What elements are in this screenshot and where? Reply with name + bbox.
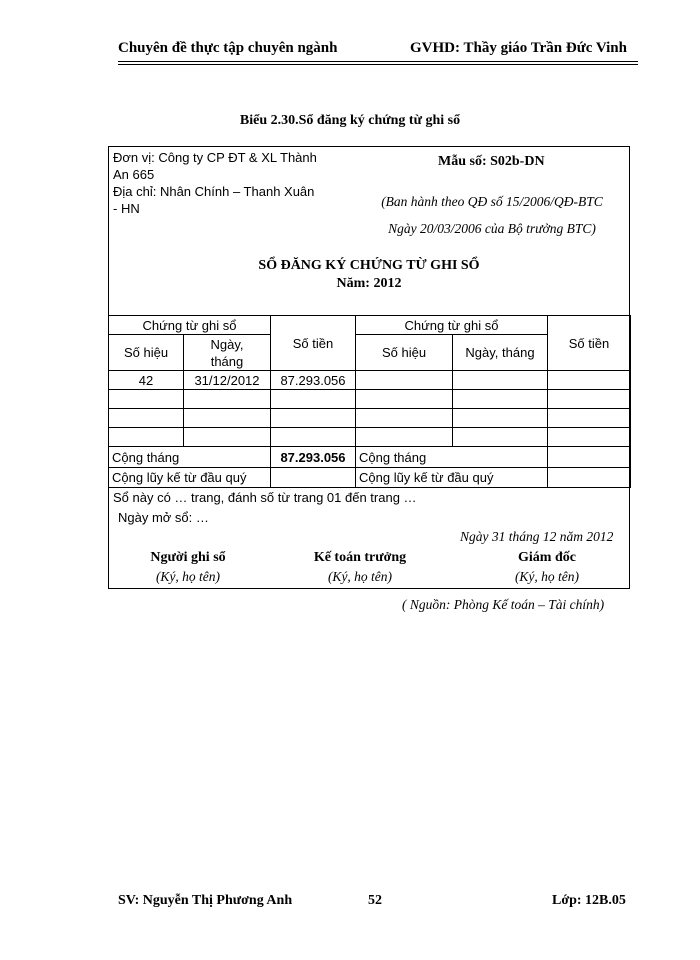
unit-address-line-1: Địa chỉ: Nhân Chính – Thanh Xuân [113,184,315,199]
cell-empty [184,390,271,409]
header-right: GVHD: Thầy giáo Trần Đức Vinh [410,40,627,56]
recorder-role: Người ghi sổ [150,550,226,565]
register-table [108,315,631,488]
accountant-role: Kế toán trưởng [313,550,407,565]
document-year: Năm: 2012 [336,276,402,291]
cell-empty [548,468,631,488]
source-note: ( Nguồn: Phòng Kế toán – Tài chính) [402,597,605,612]
total-label: Cộng tháng [109,447,271,468]
cell-empty [271,428,356,447]
cell-empty [453,390,548,409]
signature-director [467,548,627,586]
total-label-right: Cộng tháng [356,447,548,468]
opened-note: Ngày mở sổ: … [118,510,209,525]
group-header-right: Chứng từ ghi sổ [356,316,548,335]
col-header-ngay-line-2: tháng [210,353,244,369]
signature-recorder [108,548,268,586]
total-value: 87.293.056 [271,447,356,468]
cell-empty [184,409,271,428]
table-header-row-1 [109,316,631,335]
cell-empty [453,371,548,390]
cell-empty [548,371,631,390]
cell-empty [453,428,548,447]
cell-empty [184,428,271,447]
total-row [109,447,631,468]
cell-empty [453,409,548,428]
unit-line-2: An 665 [113,167,155,182]
unit-line-1: Đơn vị: Công ty CP ĐT & XL Thành [113,150,317,165]
col-header-so-tien-left: Số tiền [271,316,356,371]
cell-empty [271,409,356,428]
cell-empty [548,390,631,409]
col-header-so-hieu-right: Số hiệu [356,335,453,371]
figure-caption: Biểu 2.30.Sổ đăng ký chứng từ ghi sổ [239,113,461,128]
signature-accountant [280,548,440,586]
cell-empty [356,428,453,447]
unit-address-line-2: - HN [113,201,140,216]
cell-so-hieu: 42 [109,371,184,390]
header-rule-double [118,64,638,65]
unit-info [113,149,343,217]
cell-empty [548,447,631,468]
footer-class: Lớp: 12B.05 [552,893,626,908]
director-sign-hint: (Ký, họ tên) [514,569,580,584]
director-role: Giám đốc [518,550,576,565]
col-header-ngay-line-1: Ngày, [210,336,244,352]
header-left: Chuyên đề thực tập chuyên ngành [118,40,338,56]
footer-page-number: 52 [368,893,382,908]
footer-student: SV: Nguyễn Thị Phương Anh [118,893,293,908]
cell-empty [356,409,453,428]
form-code: Mẫu số: S02b-DN [438,154,545,169]
cell-empty [109,390,184,409]
col-header-so-hieu-left: Số hiệu [109,335,184,371]
cell-empty [109,428,184,447]
col-header-ngay-right: Ngày, tháng [453,335,548,371]
table-row-empty [109,409,631,428]
col-header-ngay-left [184,335,271,371]
cell-empty [271,390,356,409]
cell-empty [109,409,184,428]
cell-empty [548,409,631,428]
col-header-so-tien-right: Số tiền [548,316,631,371]
cumulative-label-right: Cộng lũy kế từ đầu quý [356,468,548,488]
table-row [109,371,631,390]
signature-date: Ngày 31 tháng 12 năm 2012 [460,529,614,544]
cell-empty [271,468,356,488]
document-title: SỔ ĐĂNG KÝ CHỨNG TỪ GHI SỔ [258,258,480,273]
cell-empty [356,371,453,390]
group-header-left: Chứng từ ghi sổ [109,316,271,335]
header-rule [118,61,638,62]
cell-so-tien: 87.293.056 [271,371,356,390]
legal-basis [352,188,632,242]
cell-empty [548,428,631,447]
legal-line-2: Ngày 20/03/2006 của Bộ trưởng BTC) [388,221,596,236]
cell-empty [356,390,453,409]
cumulative-row [109,468,631,488]
cell-ngay: 31/12/2012 [184,371,271,390]
table-row-empty [109,428,631,447]
accountant-sign-hint: (Ký, họ tên) [327,569,393,584]
recorder-sign-hint: (Ký, họ tên) [155,569,221,584]
table-row-empty [109,390,631,409]
cumulative-label: Cộng lũy kế từ đầu quý [109,468,271,488]
pages-note: Sổ này có … trang, đánh số từ trang 01 đến trang … [113,490,417,505]
legal-line-1: (Ban hành theo QĐ số 15/2006/QĐ-BTC [381,194,603,209]
